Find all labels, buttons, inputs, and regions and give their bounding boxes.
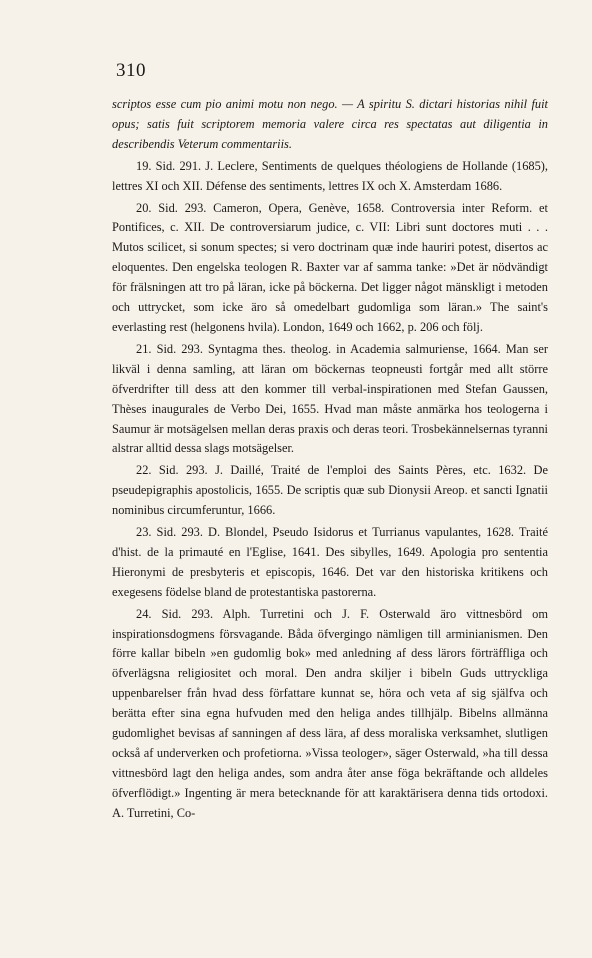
note-paragraph-24: 24. Sid. 293. Alph. Turretini och J. F. Osterwald äro vittnesbörd om inspirationsdogmens försvagande. Båda öfvergingo nämligen till arminianismen. Den förre kallar bibeln »en gudomlig bok» med anledning af dess lärors förträffliga och öfverlägsna religiositet och moral. Den andra skiljer i bibeln Guds uttryckliga uppenbarelser från hvad dess författare kunnat se, höra och veta af sig själfva och berätta efter sina egna hufvuden med den heliga andes tillhjälp. Bibelns allmänna gudomlighet bevisas af sanningen af dess lära, af dess moraliska verksamhet, slutligen också af underverken och profetiorna. »Vissa teologer», säger Osterwald, »ha till dessa vittnesbörd lagt den heliga andes, som andra åter anse föga bekräftande och alldeles öfverflödigt.» Ingenting är mera betecknande för att karaktärisera denna tids ortodoxi. A. Turretini, Co- [112, 606, 548, 820]
note-paragraph-20: 20. Sid. 293. Cameron, Opera, Genève, 1658. Controversia inter Reform. et Pontifices, c. XII. De controversiarum judice, c. VII: Libri sunt doctores muti . . . Mutos scilicet, si sonum spectes; si vero doctrinam quæ inde hauriri potest, disertos ac eloquentes. Den engelska teologen R. Baxter var af samma tanke: »Det är nödvändigt för frälsningen att tro på läran, icke på böckerna. Det ligger något mänskligt i metoden och uttrycket, som icke äro så omedelbart gudomliga som läran.» The saint's everlasting rest (helgonens hvila). London, 1649 och 1662, p. 206 och följ. [112, 200, 548, 334]
note-paragraph-22: 22. Sid. 293. J. Daillé, Traité de l'emploi des Saints Pères, etc. 1632. De pseudepigraphis apostolicis, 1655. De scriptis quæ sub Dionysii Areop. et sancti Ignatii nominibus circumferuntur, 1666. [112, 463, 548, 518]
note-paragraph-23: 23. Sid. 293. D. Blondel, Pseudo Isidorus et Turrianus vapulantes, 1628. Traité d'hist. de la primauté en l'Eglise, 1641. Des sibylles, 1649. Apologia pro sententia Hieronymi de presbyteris et episcopis, 1646. Det var den historiska kritikens och exegesens födelse bland de protestantiska pastorerna. [112, 525, 548, 599]
note-paragraph-21: 21. Sid. 293. Syntagma thes. theolog. in Academia salmuriense, 1664. Man ser likväl i denna samling, att läran om böckernas teopneusti fortgår med allt större öfverdrifter till dess att den kommer till verbal-inspirationen med Stefan Gaussen, Thèses inaugurales de Verbo Dei, 1655. Hvad man måste anmärka hos teologerna i Saumur är motsägelsen mellan deras praxis och deras teori. Trosbekännelsernas tyranni alstrar alltid dessa slags motsägelser. [112, 341, 548, 456]
page-number: 310 [116, 60, 146, 81]
note-paragraph-continuation: scriptos esse cum pio animi motu non nego. — A spiritu S. dictari historias nihil fuit opus; satis fuit scriptorem memoria valere circa res spectatas aut diligentia in describendis Veterum commentariis. [112, 97, 548, 151]
note-paragraph-19: 19. Sid. 291. J. Leclere, Sentiments de quelques théologiens de Hollande (1685), lettres XI och XII. Défense des sentiments, lettres IX och X. Amsterdam 1686. [112, 158, 548, 193]
notes-text-block [112, 95, 548, 824]
